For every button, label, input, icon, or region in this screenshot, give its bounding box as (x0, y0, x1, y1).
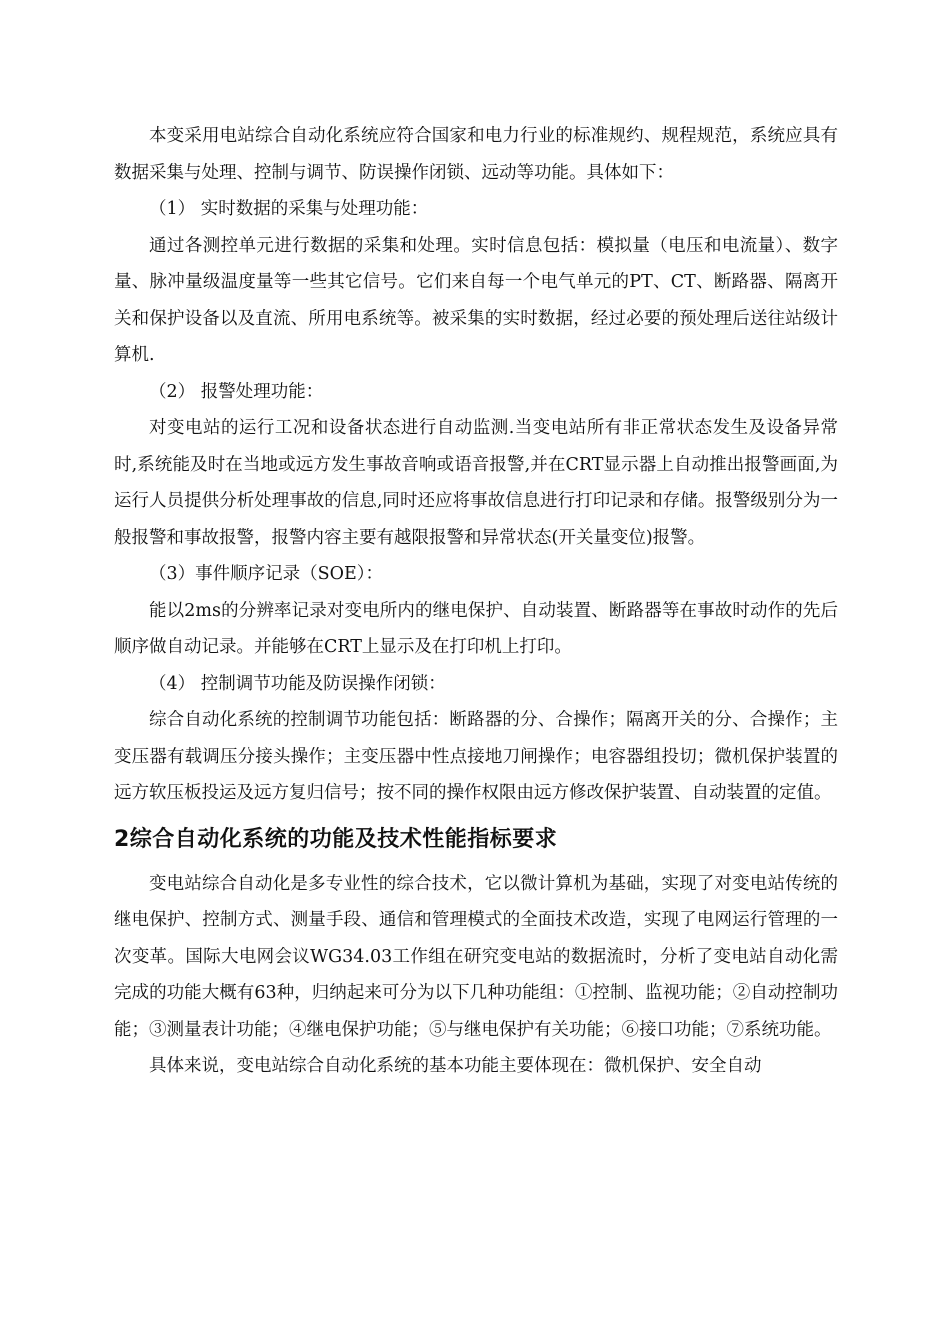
section-paragraph-1: 变电站综合自动化是多专业性的综合技术，它以微计算机为基础，实现了对变电站传统的继电保护、控制方式、测量手段、通信和管理模式的全面技术改造，实现了电网运行管理的一次变革。国际大电网会议WG34.03工作组在研究变电站的数据流时，分析了变电站自动化需完成的功能大概有63种，归纳起来可分为以下几种功能组：①控制、监视功能；②自动控制功能；③测量表计功能；④继电保护功能；⑤与继电保护有关功能；⑥接口功能；⑦系统功能。 (114, 873, 838, 1040)
item-1-title: （1） 实时数据的采集与处理功能： (149, 199, 429, 219)
item-4-text: 综合自动化系统的控制调节功能包括：断路器的分、合操作；隔离开关的分、合操作；主变压器有载调压分接头操作；主变压器中性点接地刀闸操作；电容器组投切；微机保护装置的远方软压板投运及远方复归信号；按不同的操作权限由远方修改保护装置、自动装置的定值。 (114, 710, 838, 803)
item-2-title: （2） 报警处理功能： (149, 381, 324, 402)
document-page (114, 118, 838, 1085)
item-3-title: （3）事件顺序记录（SOE）： (149, 564, 383, 584)
section-paragraph-2: 具体来说，变电站综合自动化系统的基本功能主要体现在：微机保护、安全自动 (149, 1056, 762, 1076)
item-3-text: 能以2ms的分辨率记录对变电所内的继电保护、自动装置、断路器等在事故时动作的先后顺序做自动记录。并能够在CRT上显示及在打印机上打印。 (114, 600, 838, 657)
section-heading: 2综合自动化系统的功能及技术性能指标要求 (114, 826, 558, 852)
item-4-title: （4） 控制调节功能及防误操作闭锁： (149, 673, 446, 694)
item-2-text: 对变电站的运行工况和设备状态进行自动监测.当变电站所有非正常状态发生及设备异常时,系统能及时在当地或远方发生事故音响或语音报警,并在CRT显示器上自动推出报警画面,为运行人员提供分析处理事故的信息,同时还应将事故信息进行打印记录和存储。报警级别分为一般报警和事故报警，报警内容主要有越限报警和异常状态(开关量变位)报警。 (114, 418, 838, 548)
intro-paragraph: 本变采用电站综合自动化系统应符合国家和电力行业的标准规约、规程规范，系统应具有数据采集与处理、控制与调节、防误操作闭锁、远动等功能。具体如下： (114, 126, 838, 183)
item-1-text: 通过各测控单元进行数据的采集和处理。实时信息包括：模拟量（电压和电流量）、数字量、脉冲量级温度量等一些其它信号。它们来自每一个电气单元的PT、CT、断路器、隔离开关和保护设备以及直流、所用电系统等。被采集的实时数据，经过必要的预处理后送往站级计算机. (114, 235, 838, 365)
